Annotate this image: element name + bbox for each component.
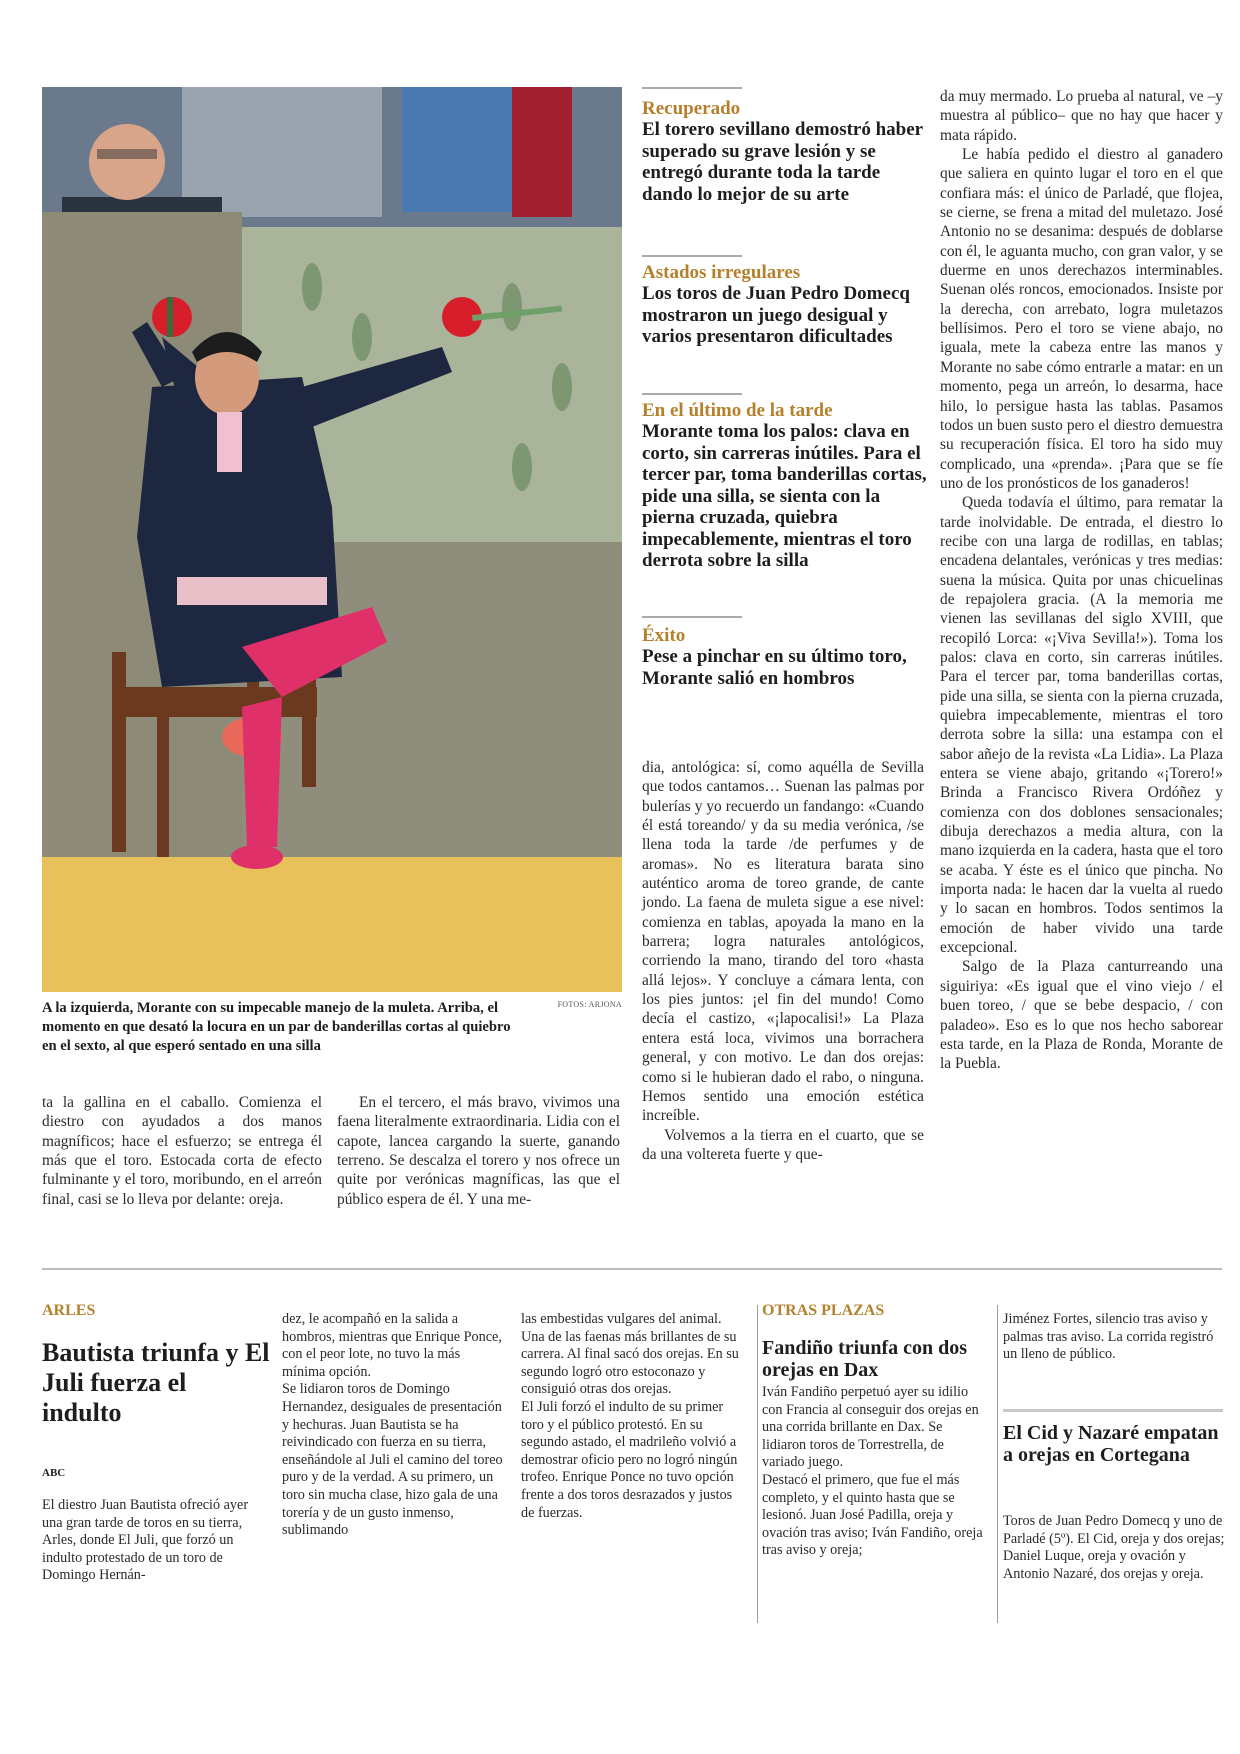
photo-credit: FOTOS: ARJONA [557, 1000, 622, 1009]
paragraph: Iván Fandiño perpetuó ayer su idilio con Francia al conseguir dos orejas en una corrida brillante en Dax. Se lidiaron toros de Torrestrella, de variado juego. [762, 1384, 979, 1471]
article-column-2 [337, 1093, 620, 1209]
paragraph: Volvemos a la tierra en el cuarto, que se da una voltereta fuerte y que- [642, 1126, 924, 1163]
paragraph: En el tercero, el más bravo, vivimos una faena literalmente extraordinaria. Lidia con el capote, lancea cargando la suerte, ganando terreno. Se descalza el torero y nos ofrece un quite por verónicas magníficas, las que el público espera de él. Y una me- [337, 1094, 620, 1208]
highlight-kicker: Astados irregulares [642, 262, 801, 283]
article-column-4 [940, 87, 1223, 1074]
paragraph: ta la gallina en el caballo. Comienza el diestro con ayudados a dos manos magníficos; hace el esfuerzo; se entrega él más que el toro. Estocada corta de efecto fulminante y el toro, moribundo, en el arreón final, casi se lo lleva por delante: oreja. [42, 1094, 322, 1208]
paragraph: dez, le acompañó en la salida a hombros, mientras que Enrique Ponce, con el peor lote, no tuvo la más mínima opción. [282, 1311, 502, 1380]
article-column-3 [642, 758, 924, 1164]
paragraph: Destacó el primero, que fue el más completo, y el quinto hasta que se lesionó. Juan José Padilla, oreja y ovación tras aviso; Iván Fandiño, oreja tras aviso y oreja; [762, 1471, 983, 1559]
highlight-recuperado [642, 98, 932, 205]
divider [1003, 1409, 1223, 1412]
section-label-arles: ARLES [42, 1302, 96, 1319]
highlight-text: Pese a pinchar en su último toro, Morante salió en hombros [642, 646, 907, 689]
cortegana-text: Toros de Juan Pedro Domecq y uno de Parladé (5º). El Cid, oreja y dos orejas; Daniel Luque, oreja y ovación y Antonio Nazaré, dos orejas y oreja. [1003, 1513, 1225, 1582]
arles-column-3 [521, 1311, 743, 1522]
column-divider [997, 1305, 998, 1623]
dax-column-2 [1003, 1311, 1225, 1364]
paragraph: Le había pedido el diestro al ganadero que saliera en quinto lugar el toro en el que confiara más: el único de Parladé, que flojea, se cierne, se frena a mitad del muletazo. José Antonio no se desanima: después de doblarse con él, le aguanta mucho, con gran valor, y se duerme en unos derechazos interminables. Suenan olés roncos, emocionados. Insiste por la derecha, con arrebato, logra muletazos bellísimos. Pero el toro se viene abajo, no iguala, mete la cabeza entre las manos y Morante no sabe cómo entrarle a matar: en un momento, pega un arreón, lo desarma, hace hilo, lo persigue hasta las tablas. Pasamos todos un buen susto pero el diestro demuestra su recuperación física. El toro ha sido muy complicado, una «prenda». ¡Para que se fíe uno de los pronósticos de los ganaderos! [940, 146, 1223, 492]
photo-caption: A la izquierda, Morante con su impecable manejo de la muleta. Arriba, el momento en que desató la locura en un par de banderillas cortas al quiebro en el sexto, al que esperó sentado en una silla [42, 1000, 511, 1054]
divider [642, 87, 742, 89]
highlight-astados [642, 262, 932, 348]
paragraph: las embestidas vulgares del animal. Una de las faenas más brillantes de su carrera. Al final sacó dos orejas. En su segundo logró otro estoconazo y consiguió otras dos orejas. [521, 1311, 739, 1398]
highlight-kicker: Éxito [642, 625, 686, 646]
article-column-1 [42, 1093, 322, 1209]
highlight-text: Morante toma los palos: clava en corto, sin carreras inútiles. Para el tercer par, toma banderillas cortas, pide una silla, se sienta con la pierna cruzada, quiebra impecablemente, mientras el toro derrota sobre la silla [642, 421, 927, 571]
highlight-kicker: Recuperado [642, 98, 741, 119]
highlight-ultimo [642, 400, 932, 572]
main-photo [42, 87, 622, 992]
highlight-text: Los toros de Juan Pedro Domecq mostraron un juego desigual y varios presentaron dificultades [642, 283, 910, 347]
arles-column-2 [282, 1311, 504, 1540]
divider [642, 616, 742, 618]
highlight-text: El torero sevillano demostró haber superado su grave lesión y se entregó durante toda la tarde dando lo mejor de su arte [642, 119, 923, 205]
bullfighter-on-chair-image [42, 87, 622, 992]
paragraph: Queda todavía el último, para rematar la tarde inolvidable. De entrada, el diestro lo recibe con una larga de rodillas, en tablas; encadena delantales, verónicas y tres medias: suena la música. Quita por unas chicuelinas de repajolera gracia. (A la memoria me vienen las sevillanas del siglo XVIII, que recopiló Lorca: «¡Viva Sevilla!»). Toma los palos: clava en corto, sin carreras inútiles. Para el tercer par, toma banderillas cortas, pide una silla, se sienta con la pierna cruzada, quiebra impecablemente, mientras el toro derrota sobre la silla: una estampa con el sabor añejo de la revista «La Lidia». La Plaza entera se viene abajo, gritando «¡Torero!» Brinda a Francisco Rivera Ordóñez y comienza con dos doblones sensacionales; dibuja derechazos a media altura, con la mano izquierda en la cadera, hasta que el toro se acaba. Y éste es el único que pincha. No importa nada: le hacen dar la vuelta al ruedo y lo sacan en hombros. Todos sentimos la emoción de haber vivido una tarde excepcional. [940, 494, 1223, 957]
highlight-exito [642, 625, 932, 689]
paragraph: El Juli forzó el indulto de su primer toro y el público protestó. En su segundo astado, el madrileño volvió a demostrar oficio pero no logró ningún trofeo. Enrique Ponce no tuvo opción frente a dos toros desrazados y justos de fuerzas. [521, 1398, 738, 1521]
headline-dax: Fandiño triunfa con dos orejas en Dax [762, 1337, 968, 1381]
arles-column-1 [42, 1497, 262, 1585]
paragraph: El diestro Juan Bautista ofreció ayer una gran tarde de toros en su tierra, Arles, donde El Juli, que forzó un indulto protestado de un toro de Domingo Hernán- [42, 1497, 249, 1584]
highlight-kicker: En el último de la tarde [642, 400, 833, 421]
headline-arles: Bautista triunfa y El Juli fuerza el indulto [42, 1338, 270, 1427]
paragraph: Se lidiaron toros de Domingo Hernandez, desiguales de presentación y hechuras. Juan Bautista se ha reivindicado con fuerza en su tierra, enseñándole al Juli el camino del toreo puro y de la verdad. A su primero, un toro sin mucha clase, hizo gala de una torería y de un gusto inmenso, sublimando [282, 1381, 503, 1539]
divider [642, 255, 742, 257]
paragraph: Salgo de la Plaza canturreando una siguiriya: «Es igual que el vino viejo / el buen toreo, / que se bebe despacio, / con paladeo». Eso es lo que nos hecho saborear esta tarde, en la Plaza de Ronda, Morante de la Puebla. [940, 958, 1223, 1073]
section-divider [42, 1268, 1222, 1270]
paragraph: Jiménez Fortes, silencio tras aviso y palmas tras aviso. La corrida registró un lleno de público. [1003, 1311, 1214, 1363]
divider [642, 393, 742, 395]
paragraph: dia, antológica: sí, como aquélla de Sevilla que todos cantamos… Suenan las palmas por bulerías y yo recuerdo un fandango: «Cuando él está toreando/ y da su media verónica, /se llena toda la tarde /de perfumes y de aromas». No es literatura barata sino auténtico aroma de toreo grande, de cante jondo. La faena de muleta sigue a ese nivel: comienza en tablas, apoyada la mano en la barrera; logra naturales antológicos, corriendo la mano, tirando del toro «hasta allá lejos». Y concluye a cámara lenta, con los pies juntos: ¡el fin del mundo! Como decía el castizo, «¡lapocalisi!» La Plaza entera está loca, vivimos una borrachera general, y con motivo. Le dan dos orejas: como si le hubieran dado el rabo, o ninguna. Hemos sentido una emoción estética increíble. [642, 759, 924, 1125]
paragraph: da muy mermado. Lo prueba al natural, ve –y muestra al público– que no hay que hacer y mata rápido. [940, 88, 1223, 144]
headline-cortegana: El Cid y Nazaré empatan a orejas en Cortegana [1003, 1422, 1219, 1466]
dax-column-1 [762, 1384, 984, 1560]
column-divider [757, 1305, 758, 1623]
section-label-otras-plazas: OTRAS PLAZAS [762, 1302, 885, 1319]
byline: ABC [42, 1467, 66, 1479]
